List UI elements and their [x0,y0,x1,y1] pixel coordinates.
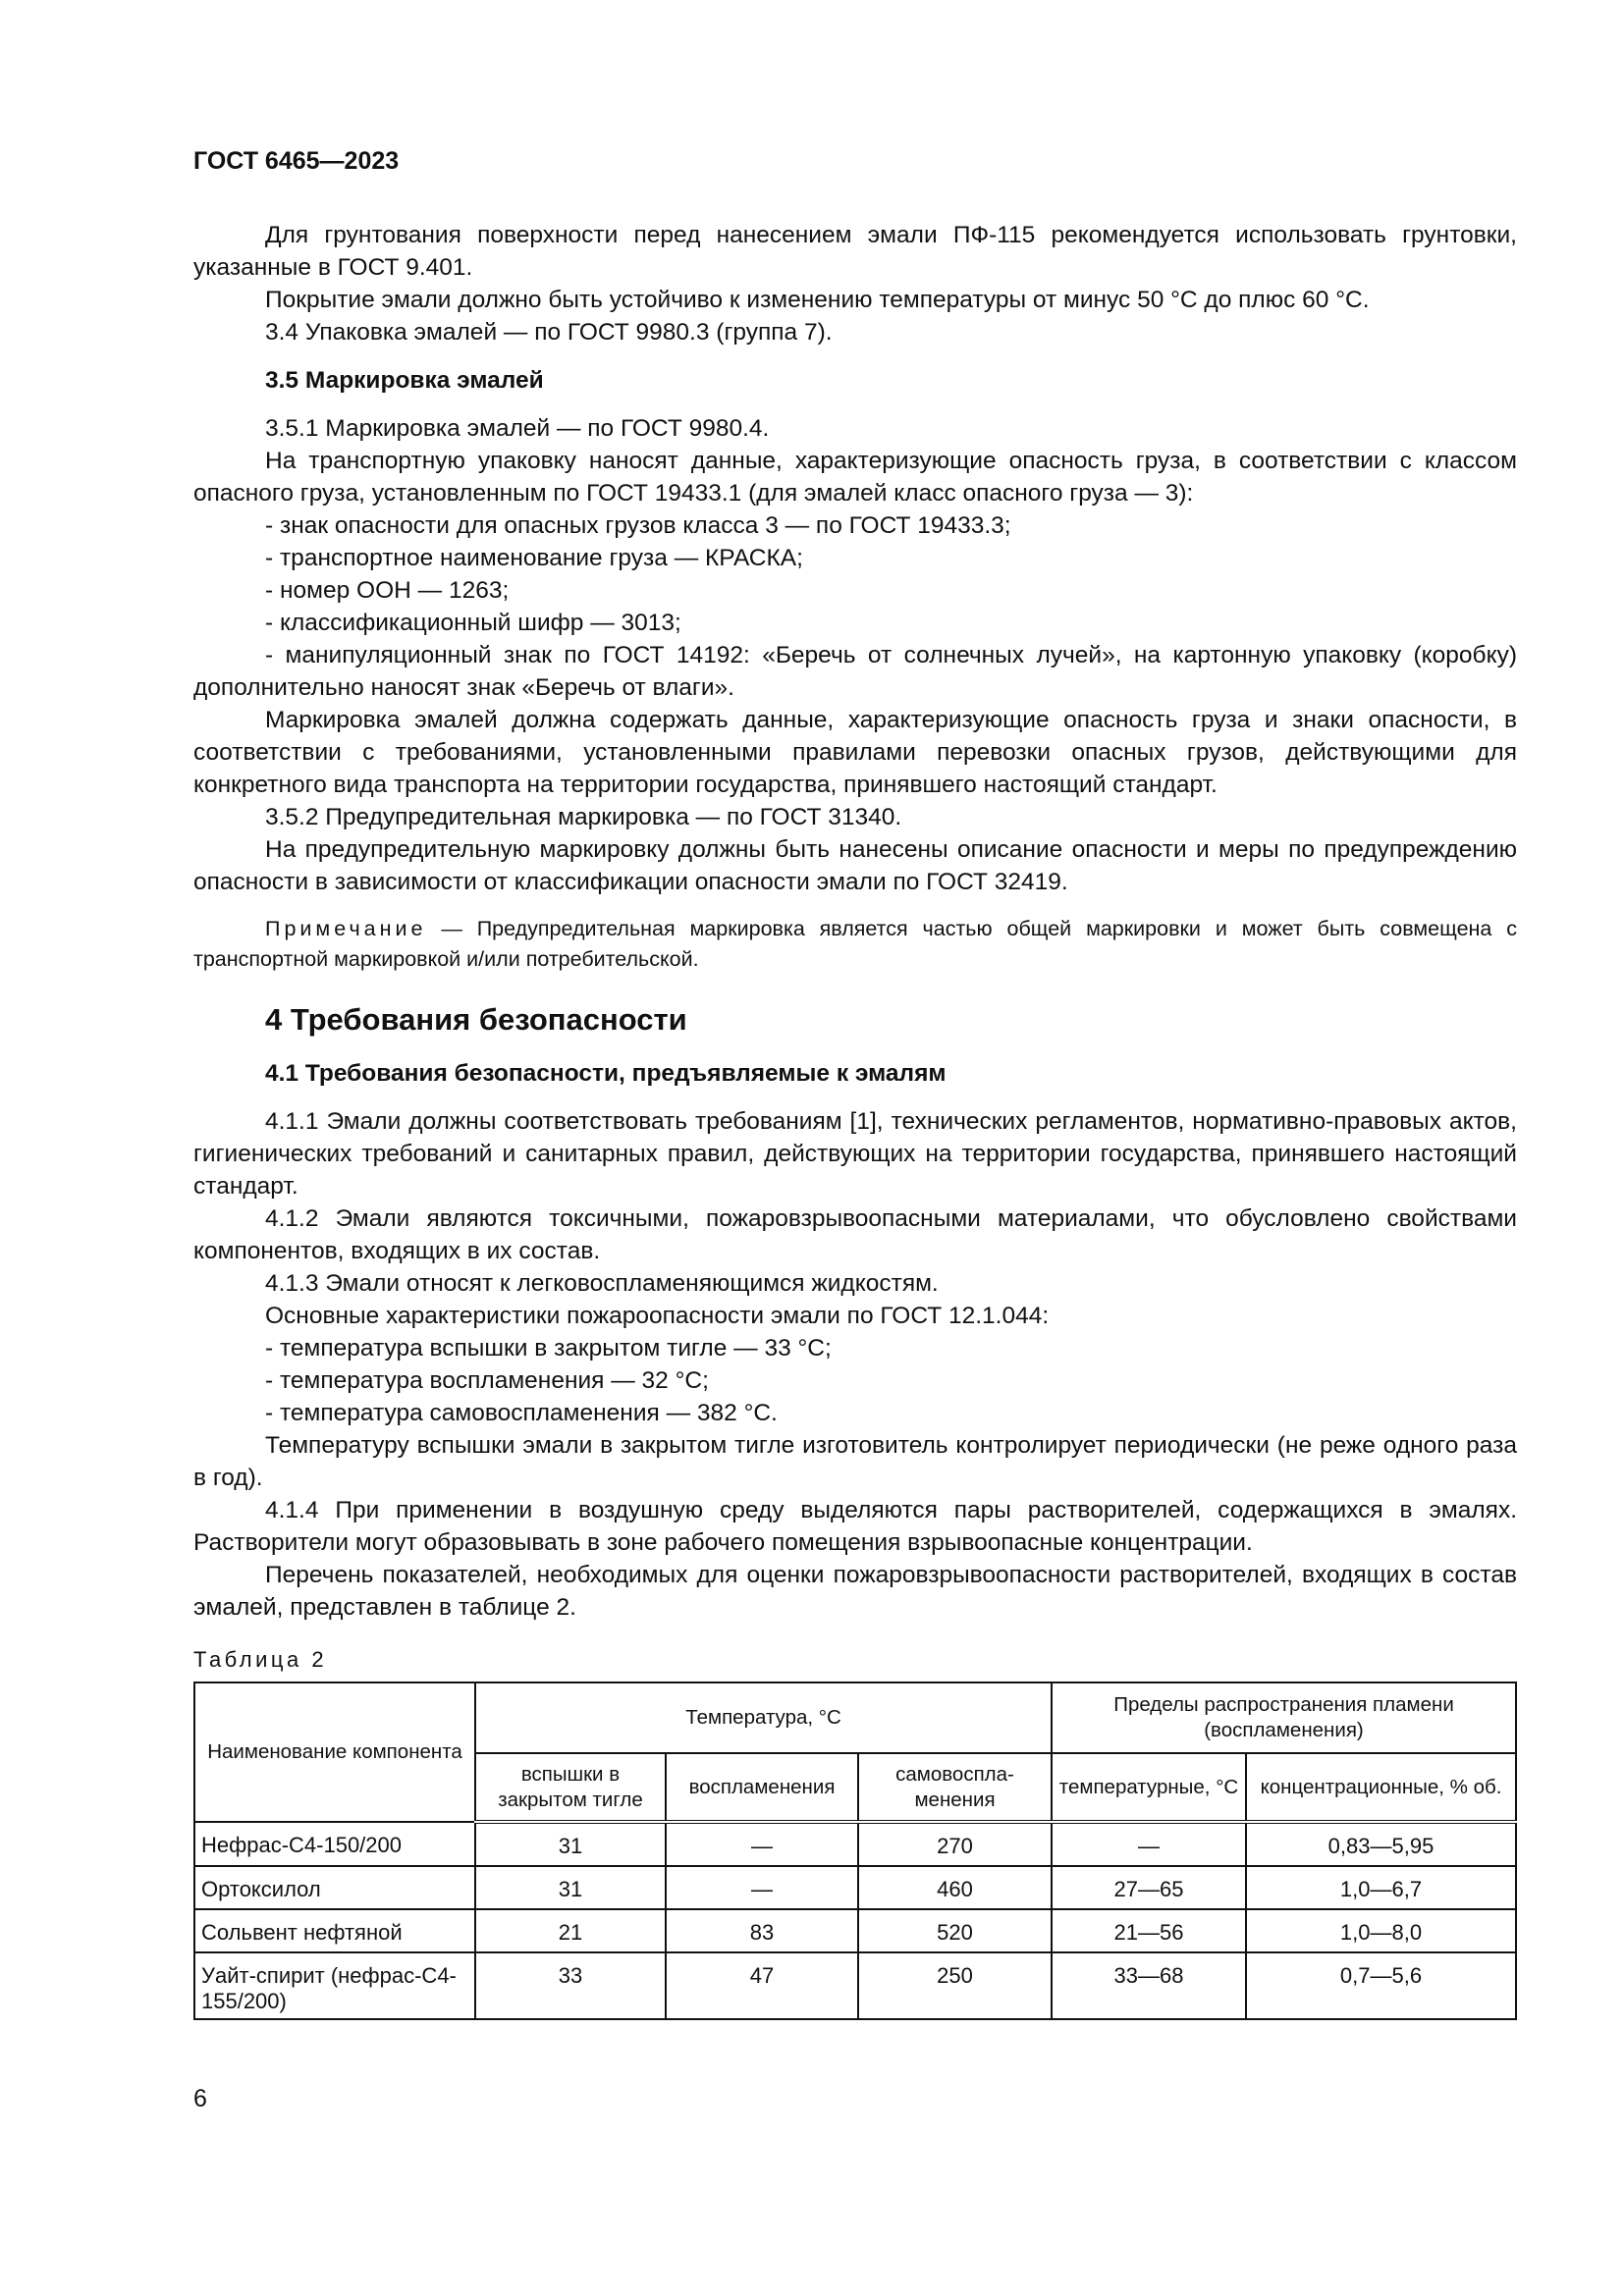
paragraph: Основные характеристики пожароопасности эмали по ГОСТ 12.1.044: [265,1303,1050,1329]
section-4-1-text [193,1105,1517,1624]
page-number: 6 [193,2085,207,2112]
table-cell: 83 [666,1909,858,1952]
paragraph: 3.4 Упаковка эмалей — по ГОСТ 9980.3 (группа 7). [265,319,833,346]
table-cell: — [666,1866,858,1909]
paragraph: - манипуляционный знак по ГОСТ 14192: «Беречь от солнечных лучей», на картонную упаковку (коробку) дополнительно наносят знак «Беречь от влаги». [193,642,1517,701]
table-cell: — [1052,1822,1246,1866]
table-cell: 0,83—5,95 [1246,1822,1516,1866]
sub-header: концентрационные, % об. [1246,1753,1516,1822]
heading-3-5: 3.5 Маркировка эмалей [265,367,544,394]
table-cell: 47 [666,1952,858,2019]
table-row [194,1952,1516,2019]
table-cell: 1,0—6,7 [1246,1866,1516,1909]
sub-header: самовоспла-менения [858,1753,1052,1822]
table-row [194,1822,1516,1866]
paragraph: На предупредительную маркировку должны быть нанесены описание опасности и меры по предупреждению опасности в зависимости от классификации опасности эмали по ГОСТ 32419. [193,836,1517,895]
paragraph: - номер ООН — 1263; [265,577,510,604]
table-cell: 520 [858,1909,1052,1952]
sub-header: температурные, °С [1052,1753,1246,1822]
table-cell: 33—68 [1052,1952,1246,2019]
paragraph: 4.1.3 Эмали относят к легковоспламеняющимся жидкостям. [265,1270,939,1297]
table-cell: 270 [858,1822,1052,1866]
paragraph: 4.1.4 При применении в воздушную среду выделяются пары растворителей, содержащихся в эмалях. Растворители могут образовывать в зоне рабочего помещения взрывоопасные концентрации. [193,1497,1517,1556]
table-cell: 250 [858,1952,1052,2019]
paragraph: - температура вспышки в закрытом тигле — 33 °С; [265,1335,832,1362]
table-cell: Уайт-спирит (нефрас-С4-155/200) [194,1952,475,2019]
table-cell: Нефрас-С4-150/200 [194,1822,475,1866]
col-name-header: Наименование компонента [194,1682,475,1822]
table-caption: Таблица 2 [193,1647,328,1672]
document-header: ГОСТ 6465—2023 [193,147,400,175]
col-temp-header: Температура, °С [475,1682,1052,1753]
paragraph: 3.5.2 Предупредительная маркировка — по ГОСТ 31340. [265,804,902,830]
heading-4: 4 Требования безопасности [265,1002,687,1037]
table-cell: 460 [858,1866,1052,1909]
table-cell: 33 [475,1952,666,2019]
paragraph: Покрытие эмали должно быть устойчиво к изменению температуры от минус 50 °С до плюс 60 °С. [265,287,1370,313]
table-cell: 0,7—5,6 [1246,1952,1516,2019]
heading-4-1: 4.1 Требования безопасности, предъявляемые к эмалям [265,1060,947,1087]
paragraph: Температуру вспышки эмали в закрытом тигле изготовитель контролирует периодически (не реже одного раза в год). [193,1432,1517,1491]
table-cell: 31 [475,1866,666,1909]
note-label: Примечание [265,917,427,940]
table-cell: Ортоксилол [194,1866,475,1909]
section-3-4-text [193,219,1517,348]
paragraph: - температура самовоспламенения — 382 °С. [265,1400,778,1426]
table-cell: — [666,1822,858,1866]
paragraph: Для грунтования поверхности перед нанесением эмали ПФ-115 рекомендуется использовать грунтовки, указанные в ГОСТ 9.401. [193,222,1517,281]
col-limits-header: Пределы распространения пламени (воспламенения) [1052,1682,1516,1753]
table-row [194,1909,1516,1952]
note-text: — Предупредительная маркировка является частью общей маркировки и может быть совмещена с транспортной маркировкой и/или потребительской. [193,917,1517,971]
paragraph: - температура воспламенения — 32 °С; [265,1367,709,1394]
sub-header: вспышки в закрытом тигле [475,1753,666,1822]
paragraph: Маркировка эмалей должна содержать данные, характеризующие опасность груза и знаки опасности, в соответствии с требованиями, установленными правилами перевозки опасных грузов, действующими для конкретного вида транспорта на территории государства, принявшего настоящий стандарт. [193,707,1517,798]
sub-header: воспламенения [666,1753,858,1822]
paragraph: - транспортное наименование груза — КРАСКА; [265,545,803,571]
table-cell: 31 [475,1822,666,1866]
section-3-5-text [193,412,1517,898]
note [193,914,1517,975]
table-cell: 27—65 [1052,1866,1246,1909]
paragraph: - классификационный шифр — 3013; [265,610,681,636]
paragraph: 3.5.1 Маркировка эмалей — по ГОСТ 9980.4. [265,415,770,442]
paragraph: 4.1.2 Эмали являются токсичными, пожаровзрывоопасными материалами, что обусловлено свойствами компонентов, входящих в их состав. [193,1205,1517,1264]
paragraph: 4.1.1 Эмали должны соответствовать требованиям [1], технических регламентов, нормативно-правовых актов, гигиенических требований и санитарных правил, действующих на территории государства, принявшего настоящий стандарт. [193,1108,1517,1200]
table-row [194,1866,1516,1909]
table-cell: 21—56 [1052,1909,1246,1952]
paragraph: На транспортную упаковку наносят данные, характеризующие опасность груза, в соответствии с классом опасного груза, установленным по ГОСТ 19433.1 (для эмалей класс опасного груза — 3): [193,448,1517,507]
document-page [193,147,1517,2020]
table-cell: 21 [475,1909,666,1952]
paragraph: - знак опасности для опасных грузов класса 3 — по ГОСТ 19433.3; [265,512,1011,539]
table-cell: 1,0—8,0 [1246,1909,1516,1952]
table-cell: Сольвент нефтяной [194,1909,475,1952]
paragraph: Перечень показателей, необходимых для оценки пожаровзрывоопасности растворителей, входящих в состав эмалей, представлен в таблице 2. [193,1562,1517,1621]
table-2 [193,1682,1517,2020]
